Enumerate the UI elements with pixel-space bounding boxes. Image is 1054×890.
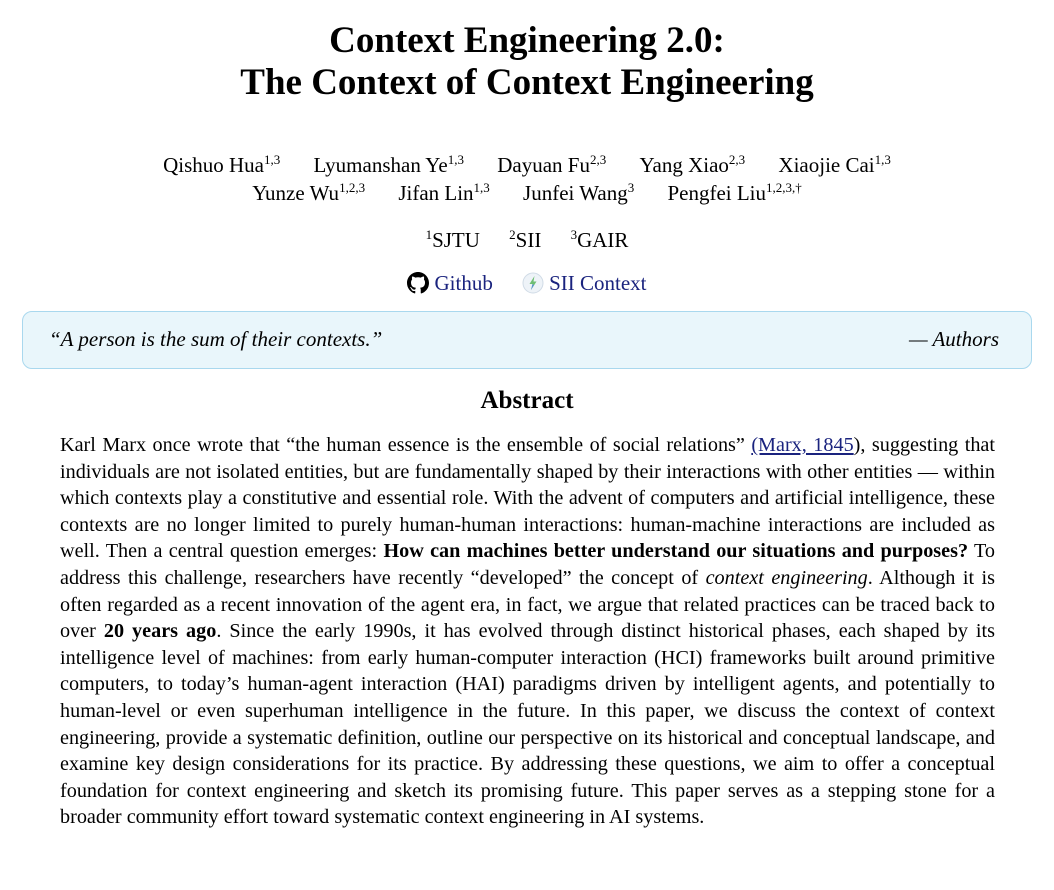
- affiliations: [0, 227, 1054, 253]
- author: Jifan Lin$^{1,3}$: [398, 180, 490, 205]
- author: Junfei Wang$^3$: [523, 180, 635, 205]
- affiliation: $^2$SII: [509, 227, 542, 252]
- author: Yang Xiao$^{2,3}$: [639, 152, 746, 177]
- author: Pengfei Liu$^{1,2,3,\dagger}$: [667, 180, 802, 205]
- epigraph-quote-box: [22, 311, 1032, 369]
- sii-context-link[interactable]: [522, 269, 646, 297]
- sii-logo-icon: [522, 272, 544, 294]
- key-question: How can machines better understand our situations and purposes?: [383, 540, 969, 563]
- author: Qishuo Hua$^{1,3}$: [163, 152, 281, 177]
- title-line-1: Context Engineering 2.0:: [329, 20, 725, 61]
- author: Yunze Wu$^{1,2,3}$: [252, 180, 366, 205]
- github-link[interactable]: [407, 269, 492, 297]
- affiliation: $^3$GAIR: [570, 227, 629, 252]
- github-icon: [407, 272, 429, 294]
- project-links: [0, 269, 1054, 301]
- term-context-engineering: context engineering: [705, 566, 868, 589]
- abstract-heading: Abstract: [480, 387, 574, 414]
- author: Lyumanshan Ye$^{1,3}$: [313, 152, 464, 177]
- author-row-2: [0, 179, 1054, 207]
- author-list: [0, 151, 1054, 207]
- quote-text: “A person is the sum of their contexts.”: [49, 327, 383, 351]
- emphasis-years: 20 years ago: [103, 620, 217, 643]
- author: Dayuan Fu$^{2,3}$: [497, 152, 607, 177]
- title-line-2: The Context of Context Engineering: [240, 62, 814, 103]
- quote-attribution: — Authors: [908, 327, 999, 351]
- abstract-body: Karl Marx once wrote that “the human essence is the ensemble of social relations” (Marx, 1845), suggesting that individuals are not isolated entities, but are fundamentally shaped by their interactions with other entities — within which contexts play a constitutive and essential role. With the advent of computers and artificial intelligence, these contexts are no longer limited to purely human-human interactions: human-machine interactions are included as well. Then a central question emerges: How can machines better understand our situations and purposes? To address this challenge, researchers have recently “developed” the concept of context engineering. Although it is often regarded as a recent innovation of the agent era, in fact, we argue that related practices can be traced back to over 20 years ago. Since the early 1990s, it has evolved through distinct historical phases, each shaped by its intelligence level of machines: from early human-computer interaction (HCI) frameworks built around primitive computers, to today’s human-agent interaction (HAI) paradigms driven by intelligent agents, and potentially to human-level or even superhuman intelligence in the future. In this paper, we discuss the context of context engineering, provide a systematic definition, outline our perspective on its historical and conceptual landscape, and examine key design considerations for its practice. By addressing these questions, we aim to offer a conceptual foundation for context engineering and sketch its promising future. This paper serves as a stepping stone for a broader community effort toward systematic context engineering in AI systems.: [60, 434, 996, 829]
- github-link-label: Github: [434, 271, 493, 295]
- paper-title: [0, 20, 1054, 104]
- citation-link[interactable]: (Marx, 1845: [751, 434, 854, 456]
- author-row-1: [0, 151, 1054, 179]
- author: Xiaojie Cai$^{1,3}$: [778, 152, 891, 177]
- sii-context-link-label: SII Context: [549, 271, 647, 295]
- affiliation: $^1$SJTU: [425, 227, 480, 252]
